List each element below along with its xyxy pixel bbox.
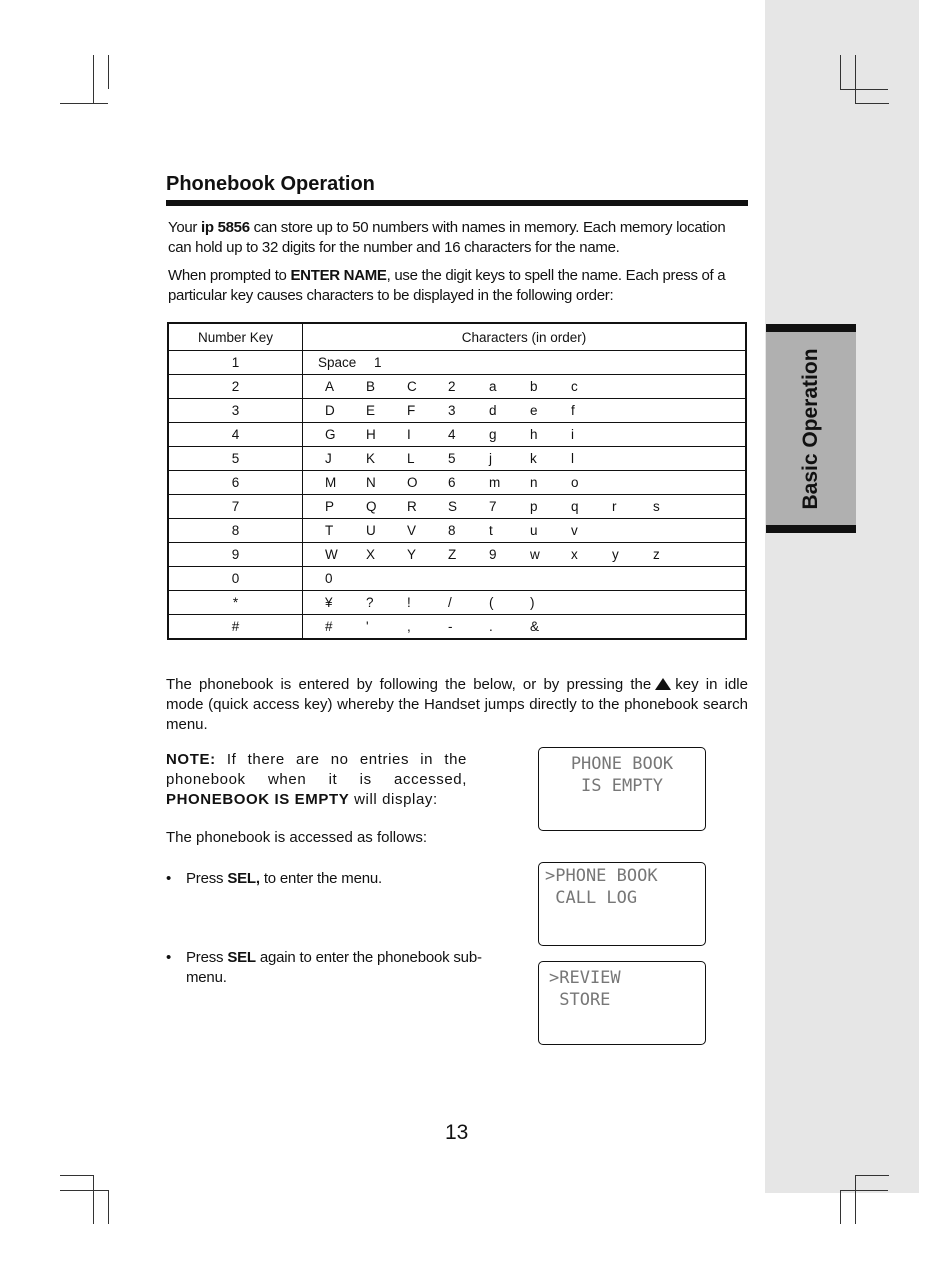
character-item: e — [530, 403, 538, 418]
up-arrow-key-icon — [655, 678, 671, 690]
character-item: g — [489, 427, 497, 442]
characters-cell — [303, 375, 747, 399]
character-item: Q — [366, 499, 377, 514]
character-item: w — [530, 547, 540, 562]
number-key-cell: 6 — [168, 471, 303, 495]
number-key-cell: 9 — [168, 543, 303, 567]
character-item: k — [530, 451, 537, 466]
model-name: ip 5856 — [200, 219, 250, 236]
table-row — [168, 567, 746, 591]
table-row — [168, 543, 746, 567]
character-item: b — [530, 379, 538, 394]
table-row — [168, 351, 746, 375]
character-item: ' — [366, 619, 369, 634]
table-body — [168, 351, 746, 640]
number-key-cell: 0 — [168, 567, 303, 591]
table-row — [168, 519, 746, 543]
bullet-item-1: • Press SEL, to enter the menu. — [166, 870, 382, 887]
character-item: & — [530, 619, 540, 634]
character-item: G — [325, 427, 336, 442]
lcd-line: >REVIEW — [549, 968, 621, 988]
character-item: z — [653, 547, 660, 562]
table-row — [168, 423, 746, 447]
lcd-line: IS EMPTY — [581, 776, 663, 796]
character-item: ) — [530, 595, 535, 610]
lcd-line: >PHONE BOOK — [545, 866, 658, 886]
table-row — [168, 591, 746, 615]
character-item: o — [571, 475, 579, 490]
character-item: y — [612, 547, 619, 562]
character-item: 6 — [448, 475, 456, 490]
characters-cell — [303, 423, 747, 447]
character-item: F — [407, 403, 416, 418]
number-key-cell: # — [168, 615, 303, 640]
character-item: - — [448, 619, 453, 634]
character-item: 4 — [448, 427, 456, 442]
lcd-screen-phonebook-menu — [538, 961, 706, 1045]
character-item: / — [448, 595, 452, 610]
character-item: # — [325, 619, 333, 634]
characters-cell — [303, 471, 747, 495]
table-row — [168, 399, 746, 423]
character-item: r — [612, 499, 617, 514]
character-item: ! — [407, 595, 411, 610]
character-item: ? — [366, 595, 374, 610]
characters-cell — [303, 519, 747, 543]
table-row — [168, 471, 746, 495]
character-item: u — [530, 523, 538, 538]
character-item: q — [571, 499, 579, 514]
character-item: J — [325, 451, 332, 466]
section-tab — [766, 324, 856, 533]
character-item: f — [571, 403, 575, 418]
number-key-cell: 5 — [168, 447, 303, 471]
character-item: 7 — [489, 499, 497, 514]
table-header-key: Number Key — [168, 323, 303, 351]
characters-cell — [303, 567, 747, 591]
character-item: I — [407, 427, 411, 442]
character-item: Y — [407, 547, 417, 562]
page-title: Phonebook Operation — [166, 173, 375, 195]
lcd-screen-main-menu — [538, 862, 706, 946]
character-item: a — [489, 379, 497, 394]
character-item: A — [325, 379, 335, 394]
character-item: D — [325, 403, 335, 418]
character-item: t — [489, 523, 493, 538]
note-paragraph: NOTE: If there are no entries in the phonebook when it is accessed, PHONEBOOK IS EMPTY will display: — [166, 751, 467, 808]
table-row — [168, 447, 746, 471]
side-panel — [765, 0, 919, 1193]
character-item: V — [407, 523, 417, 538]
character-item: i — [571, 427, 574, 442]
character-item: , — [407, 619, 411, 634]
characters-cell — [303, 543, 747, 567]
character-item: N — [366, 475, 376, 490]
character-item: P — [325, 499, 335, 514]
character-item: H — [366, 427, 376, 442]
character-item: m — [489, 475, 501, 490]
character-item: S — [448, 499, 458, 514]
character-item: j — [489, 451, 492, 466]
access-intro: The phonebook is accessed as follows: — [166, 829, 427, 846]
character-item: X — [366, 547, 376, 562]
character-item: M — [325, 475, 337, 490]
number-key-cell: 8 — [168, 519, 303, 543]
characters-cell — [303, 447, 747, 471]
character-item: Space — [318, 355, 357, 370]
number-key-cell: 7 — [168, 495, 303, 519]
character-item: l — [571, 451, 574, 466]
character-item: 1 — [374, 355, 382, 370]
character-item: h — [530, 427, 538, 442]
character-item: K — [366, 451, 376, 466]
characters-cell — [303, 351, 747, 375]
character-item: U — [366, 523, 376, 538]
table-row — [168, 495, 746, 519]
bullet-icon: • — [166, 870, 172, 887]
character-item: 9 — [489, 547, 497, 562]
character-item: B — [366, 379, 376, 394]
character-item: 3 — [448, 403, 456, 418]
number-key-cell: 3 — [168, 399, 303, 423]
character-item: 2 — [448, 379, 456, 394]
character-item: . — [489, 619, 493, 634]
characters-cell — [303, 495, 747, 519]
number-key-cell: 4 — [168, 423, 303, 447]
character-item: E — [366, 403, 376, 418]
character-item: W — [325, 547, 338, 562]
number-key-cell: 2 — [168, 375, 303, 399]
number-key-cell: * — [168, 591, 303, 615]
character-item: v — [571, 523, 578, 538]
page-number: 13 — [445, 1121, 469, 1144]
bullet-item-2: • Press SEL again to enter the phonebook sub-menu. — [166, 949, 482, 986]
lcd-screen-phonebook-empty — [538, 747, 706, 831]
character-item: C — [407, 379, 417, 394]
characters-cell — [303, 615, 747, 640]
lcd-line: CALL LOG — [545, 888, 638, 908]
note-label: NOTE: — [166, 751, 216, 768]
quick-access-paragraph: The phonebook is entered by following the below, or by pressing the key in idle mode (quick access key) whereby the Handset jumps directly to the phonebook search menu. — [166, 676, 748, 733]
key-character-table — [167, 322, 747, 640]
table-row — [168, 615, 746, 640]
character-item: 8 — [448, 523, 456, 538]
number-key-cell: 1 — [168, 351, 303, 375]
table-row — [168, 375, 746, 399]
phonebook-empty-label: PHONEBOOK IS EMPTY — [166, 791, 350, 808]
lcd-line: PHONE BOOK — [570, 754, 674, 774]
character-item: d — [489, 403, 497, 418]
character-item: n — [530, 475, 538, 490]
character-item: R — [407, 499, 417, 514]
characters-cell — [303, 591, 747, 615]
intro-paragraph-2: When prompted to ENTER NAME, use the digit keys to spell the name. Each press of a particular key causes characters to be displayed in the following order: — [168, 267, 726, 304]
section-tab-label: Basic Operation — [799, 347, 822, 510]
character-item: c — [571, 379, 578, 394]
title-rule — [166, 200, 748, 206]
character-item: 0 — [325, 571, 333, 586]
intro-paragraph-1: Your ip 5856 can store up to 50 numbers with names in memory. Each memory location can hold up to 32 digits for the number and 16 characters for the name. — [168, 219, 726, 256]
character-item: p — [530, 499, 538, 514]
enter-name-label: ENTER NAME — [290, 267, 387, 284]
character-item: 5 — [448, 451, 456, 466]
character-item: ¥ — [325, 595, 333, 610]
character-item: Z — [448, 547, 457, 562]
characters-cell — [303, 399, 747, 423]
character-item: T — [325, 523, 334, 538]
character-item: L — [407, 451, 415, 466]
character-item: ( — [489, 595, 494, 610]
character-item: s — [653, 499, 660, 514]
character-item: O — [407, 475, 418, 490]
table-header-chars: Characters (in order) — [303, 323, 747, 351]
character-item: x — [571, 547, 578, 562]
table-header-row — [168, 323, 746, 351]
lcd-line: STORE — [549, 990, 611, 1010]
bullet-icon: • — [166, 949, 172, 966]
